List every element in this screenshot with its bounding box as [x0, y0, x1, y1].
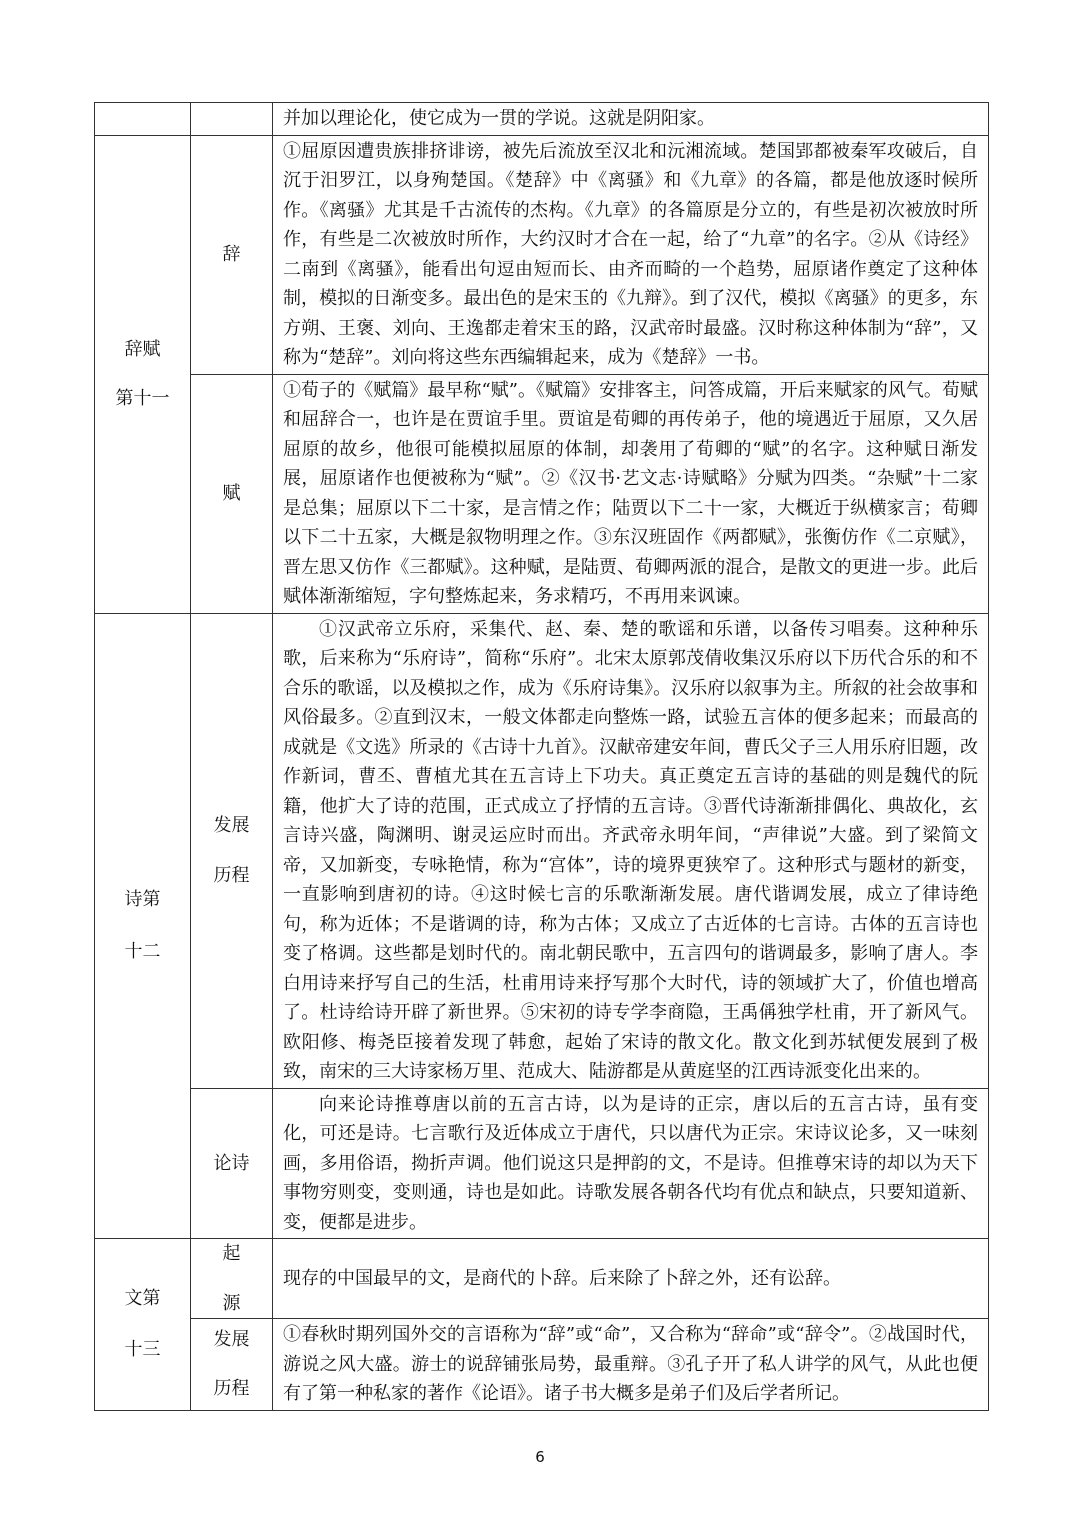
chapter-number: 十三	[124, 1339, 161, 1361]
content-cell	[273, 1239, 989, 1319]
topic-cell	[191, 1239, 273, 1319]
topic-cell	[191, 135, 273, 374]
topic-label: 辞	[222, 243, 241, 265]
topic-label: 论诗	[213, 1152, 250, 1174]
topic-label: 历程	[213, 1378, 250, 1400]
chapter-title: 诗第	[124, 889, 161, 911]
topic-cell	[191, 103, 273, 136]
chapter-number: 十二	[124, 940, 161, 962]
topic-label: 源	[222, 1292, 241, 1314]
chapter-title: 辞赋	[124, 338, 161, 360]
content-cell	[273, 103, 989, 136]
content-cell	[273, 374, 989, 613]
table-row	[95, 613, 989, 1088]
content-table	[94, 102, 989, 1411]
topic-cell	[191, 1319, 273, 1411]
content-text: ①荀子的《赋篇》最早称“赋”。《赋篇》安排客主，问答成篇，开后来赋家的风气。荀赋和屈辞合一，也许是在贾谊手里。贾谊是荀卿的再传弟子，他的境遇近于屈原，又久居屈原的故乡，他很可能模拟屈原的体制，却袭用了荀卿的“赋”的名字。这种赋日渐发展，屈原诸作也便被称为“赋”。②《汉书·艺文志·诗赋略》分赋为四类。“杂赋”十二家是总集；屈原以下二十家，是言情之作；陆贾以下二十一家，大概近于纵横家言；荀卿以下二十五家，大概是叙物明理之作。③东汉班固作《两都赋》，张衡仿作《二京赋》，晋左思又仿作《三都赋》。这种赋，是陆贾、荀卿两派的混合，是散文的更进一步。此后赋体渐渐缩短，字句整炼起来，务求精巧，不再用来讽谏。	[283, 379, 978, 607]
chapter-number: 第十一	[115, 388, 170, 409]
topic-label: 历程	[213, 864, 250, 886]
topic-cell	[191, 374, 273, 613]
chapter-cell	[95, 613, 191, 1239]
topic-cell	[191, 1088, 273, 1239]
topic-label: 赋	[222, 482, 241, 504]
page-number: 6	[535, 1448, 545, 1466]
content-cell	[273, 1319, 989, 1411]
table-row	[95, 1319, 989, 1411]
table-row	[95, 1088, 989, 1239]
table-row	[95, 374, 989, 613]
topic-cell	[191, 613, 273, 1088]
chapter-cell	[95, 1239, 191, 1411]
chapter-cell	[95, 103, 191, 136]
content-text: 现存的中国最早的文，是商代的卜辞。后来除了卜辞之外，还有讼辞。	[283, 1267, 841, 1289]
content-text: ①春秋时期列国外交的言语称为“辞”或“命”，又合称为“辞命”或“辞令”。②战国时代，游说之风大盛。游士的说辞铺张局势，最重辩。③孔子开了私人讲学的风气，从此也便有了第一种私家的著作《论语》。诸子书大概多是弟子们及后学者所记。	[283, 1324, 978, 1404]
content-cell	[273, 135, 989, 374]
content-text: ①屈原因遭贵族排挤诽谤，被先后流放至汉北和沅湘流域。楚国郢都被秦军攻破后，自沉于汨罗江，以身殉楚国。《楚辞》中《离骚》和《九章》的各篇，都是他放逐时候所作。《离骚》尤其是千古流传的杰构。《九章》的各篇原是分立的，有些是初次被放时所作，有些是二次被放时所作，大约汉时才合在一起，给了“九章”的名字。②从《诗经》二南到《离骚》，能看出句逗由短而长、由齐而畸的一个趋势，屈原诸作奠定了这种体制，模拟的日渐变多。最出色的是宋玉的《九辩》。到了汉代，模拟《离骚》的更多，东方朔、王褒、刘向、王逸都走着宋玉的路，汉武帝时最盛。汉时称这种体制为“辞”，又称为“楚辞”。刘向将这些东西编辑起来，成为《楚辞》一书。	[283, 140, 978, 368]
topic-label: 发展	[213, 1328, 250, 1350]
content-text: ①汉武帝立乐府，采集代、赵、秦、楚的歌谣和乐谱，以备传习唱奏。这种种乐歌，后来称为“乐府诗”，简称“乐府”。北宋太原郭茂倩收集汉乐府以下历代合乐的和不合乐的歌谣，以及模拟之作，成为《乐府诗集》。汉乐府以叙事为主。所叙的社会故事和风俗最多。②直到汉末，一般文体都走向整炼一路，试验五言体的便多起来；而最高的成就是《文选》所录的《古诗十九首》。汉献帝建安年间，曹氏父子三人用乐府旧题，改作新词，曹丕、曹植尤其在五言诗上下功夫。真正奠定五言诗的基础的则是魏代的阮籍，他扩大了诗的范围，正式成立了抒情的五言诗。③晋代诗渐渐排偶化、典故化，玄言诗兴盛，陶渊明、谢灵运应时而出。齐武帝永明年间，“声律说”大盛。到了梁简文帝，又加新变，专咏艳情，称为“宫体”，诗的境界更狭窄了。这种形式与题材的新变，一直影响到唐初的诗。④这时候七言的乐歌渐渐发展。唐代谐调发展，成立了律诗绝句，称为近体；不是谐调的诗，称为古体；又成立了古近体的七言诗。古体的五言诗也变了格调。这些都是划时代的。南北朝民歌中，五言四句的谐调最多，影响了唐人。李白用诗来抒写自己的生活，杜甫用诗来抒写那个大时代，诗的领域扩大了，价值也增高了。杜诗给诗开辟了新世界。⑤宋初的诗专学李商隐，王禹偁独学杜甫，开了新风气。欧阳修、梅尧臣接着发现了韩愈，起始了宋诗的散文化。散文化到苏轼便发展到了极致，南宋的三大诗家杨万里、范成大、陆游都是从黄庭坚的江西诗派变化出来的。	[283, 618, 978, 1082]
topic-label: 发展	[213, 815, 250, 836]
chapter-cell	[95, 135, 191, 613]
content-cell	[273, 613, 989, 1088]
content-cell	[273, 1088, 989, 1239]
table-row	[95, 135, 989, 374]
table-row	[95, 103, 989, 136]
content-text: 并加以理论化，使它成为一贯的学说。这就是阴阳家。	[283, 108, 715, 129]
chapter-title: 文第	[124, 1287, 161, 1309]
content-text: 向来论诗推尊唐以前的五言古诗，以为是诗的正宗，唐以后的五言古诗，虽有变化，可还是诗。七言歌行及近体成立于唐代，只以唐代为正宗。宋诗议论多，又一味刻画，多用俗语，拗折声调。他们说这只是押韵的文，不是诗。但推尊宋诗的却以为天下事物穷则变，变则通，诗也是如此。诗歌发展各朝各代均有优点和缺点，只要知道新、变，便都是进步。	[283, 1093, 978, 1233]
topic-label: 起	[222, 1243, 241, 1264]
table-row	[95, 1239, 989, 1319]
